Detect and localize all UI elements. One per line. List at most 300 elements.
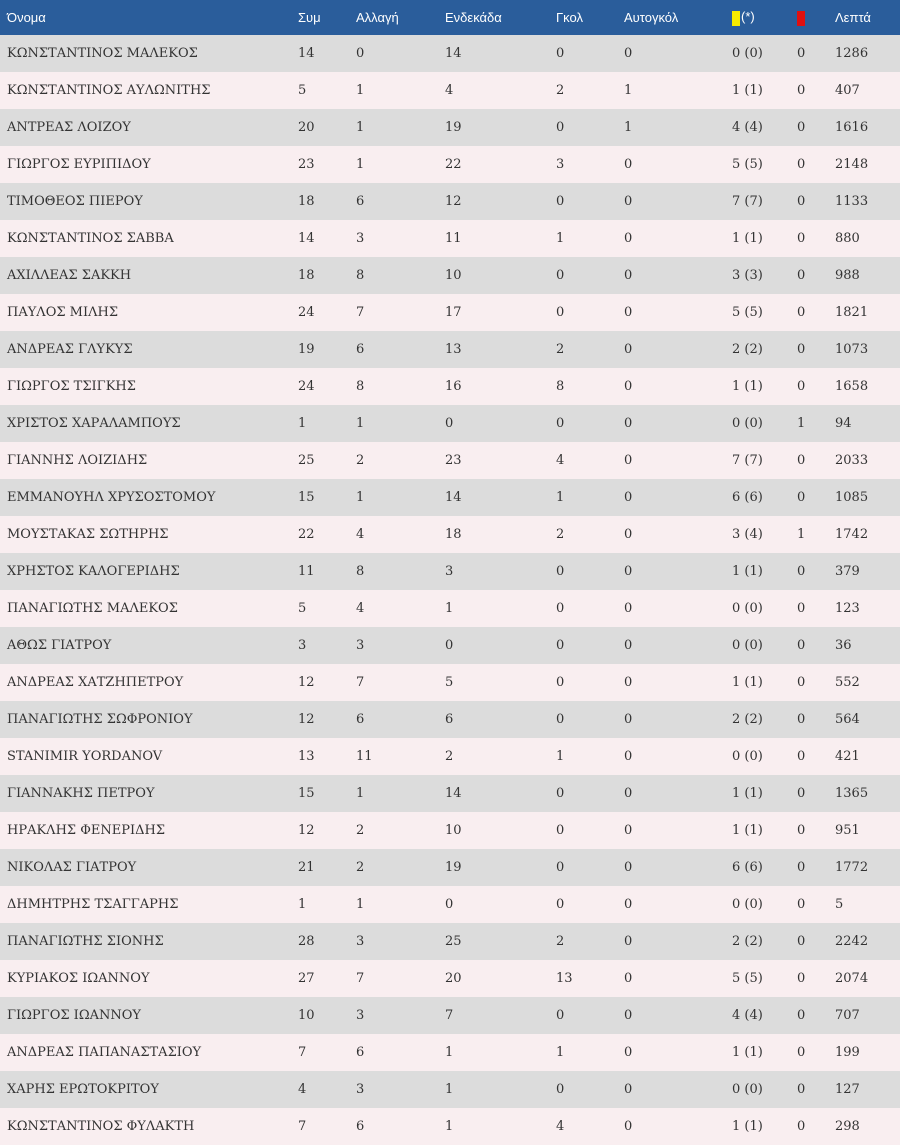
cell-apps: 19 <box>298 342 315 357</box>
cell-name: ΓΙΑΝΝΑΚΗΣ ΠΕΤΡΟΥ <box>7 786 155 801</box>
column-header-own-goals[interactable]: Αυτογκόλ <box>624 10 679 25</box>
cell-minutes: 1616 <box>835 120 869 135</box>
cell-starts: 19 <box>445 860 462 875</box>
cell-goals: 1 <box>556 1045 565 1060</box>
cell-name: ΑΝΔΡΕΑΣ ΠΑΠΑΝΑΣΤΑΣΙΟΥ <box>7 1045 202 1060</box>
cell-red: 0 <box>797 860 806 875</box>
cell-apps: 1 <box>298 416 307 431</box>
cell-starts: 0 <box>445 638 454 653</box>
cell-name: ΓΙΩΡΓΟΣ ΙΩΑΝΝΟΥ <box>7 1008 141 1023</box>
cell-minutes: 199 <box>835 1045 860 1060</box>
cell-name: ΚΥΡΙΑΚΟΣ ΙΩΑΝΝΟΥ <box>7 971 150 986</box>
cell-red: 0 <box>797 786 806 801</box>
cell-goals: 0 <box>556 786 565 801</box>
cell-apps: 15 <box>298 786 315 801</box>
cell-goals: 0 <box>556 46 565 61</box>
cell-minutes: 2242 <box>835 934 869 949</box>
cell-name: ΚΩΝΣΤΑΝΤΙΝΟΣ ΣΑΒΒΑ <box>7 231 174 246</box>
cell-name: ΑΝΤΡΕΑΣ ΛΟΙΖΟΥ <box>7 120 131 135</box>
table-row <box>0 960 900 997</box>
cell-starts: 23 <box>445 453 462 468</box>
table-row <box>0 923 900 960</box>
cell-minutes: 123 <box>835 601 860 616</box>
cell-starts: 16 <box>445 379 462 394</box>
table-row <box>0 590 900 627</box>
cell-sub: 2 <box>356 860 365 875</box>
cell-yellow: 5 (5) <box>732 305 763 320</box>
table-row <box>0 220 900 257</box>
cell-sub: 1 <box>356 120 365 135</box>
cell-goals: 0 <box>556 1008 565 1023</box>
cell-sub: 3 <box>356 1008 365 1023</box>
cell-goals: 0 <box>556 675 565 690</box>
cell-red: 0 <box>797 971 806 986</box>
cell-starts: 4 <box>445 83 454 98</box>
table-row <box>0 442 900 479</box>
cell-own-goals: 0 <box>624 638 633 653</box>
cell-sub: 3 <box>356 638 365 653</box>
cell-yellow: 0 (0) <box>732 601 763 616</box>
cell-name: ΠΑΥΛΟΣ ΜΙΛΗΣ <box>7 305 119 320</box>
cell-starts: 7 <box>445 1008 454 1023</box>
cell-apps: 15 <box>298 490 315 505</box>
cell-apps: 4 <box>298 1082 307 1097</box>
cell-minutes: 707 <box>835 1008 860 1023</box>
cell-own-goals: 0 <box>624 897 633 912</box>
cell-yellow: 0 (0) <box>732 897 763 912</box>
cell-starts: 19 <box>445 120 462 135</box>
cell-red: 0 <box>797 231 806 246</box>
cell-name: ΠΑΝΑΓΙΩΤΗΣ ΣΩΦΡΟΝΙΟΥ <box>7 712 193 727</box>
cell-own-goals: 0 <box>624 1119 633 1134</box>
cell-red: 0 <box>797 1119 806 1134</box>
cell-red: 0 <box>797 453 806 468</box>
cell-goals: 0 <box>556 1082 565 1097</box>
cell-apps: 14 <box>298 46 315 61</box>
cell-name: ΓΙΩΡΓΟΣ ΤΣΙΓΚΗΣ <box>7 379 136 394</box>
cell-apps: 10 <box>298 1008 315 1023</box>
cell-yellow: 2 (2) <box>732 342 763 357</box>
table-header-row <box>0 0 900 35</box>
cell-minutes: 421 <box>835 749 860 764</box>
cell-name: ΓΙΑΝΝΗΣ ΛΟΙΖΙΔΗΣ <box>7 453 148 468</box>
cell-apps: 12 <box>298 712 315 727</box>
table-row <box>0 1108 900 1145</box>
table-row <box>0 1071 900 1108</box>
cell-yellow: 7 (7) <box>732 194 763 209</box>
cell-apps: 27 <box>298 971 315 986</box>
cell-starts: 17 <box>445 305 462 320</box>
cell-minutes: 36 <box>835 638 852 653</box>
table-row <box>0 775 900 812</box>
cell-own-goals: 1 <box>624 120 633 135</box>
cell-sub: 3 <box>356 231 365 246</box>
cell-starts: 12 <box>445 194 462 209</box>
table-row <box>0 886 900 923</box>
cell-yellow: 5 (5) <box>732 157 763 172</box>
cell-apps: 25 <box>298 453 315 468</box>
cell-own-goals: 0 <box>624 268 633 283</box>
cell-name: ΚΩΝΣΤΑΝΤΙΝΟΣ ΑΥΛΩΝΙΤΗΣ <box>7 83 211 98</box>
cell-apps: 23 <box>298 157 315 172</box>
cell-starts: 10 <box>445 268 462 283</box>
cell-goals: 0 <box>556 268 565 283</box>
cell-sub: 1 <box>356 897 365 912</box>
cell-apps: 1 <box>298 897 307 912</box>
cell-apps: 7 <box>298 1045 307 1060</box>
cell-yellow: 1 (1) <box>732 675 763 690</box>
cell-apps: 7 <box>298 1119 307 1134</box>
cell-own-goals: 1 <box>624 83 633 98</box>
cell-own-goals: 0 <box>624 1008 633 1023</box>
cell-goals: 0 <box>556 564 565 579</box>
column-header-starts[interactable]: Ενδεκάδα <box>445 10 502 25</box>
cell-apps: 24 <box>298 305 315 320</box>
cell-starts: 20 <box>445 971 462 986</box>
table-row <box>0 331 900 368</box>
cell-red: 0 <box>797 1045 806 1060</box>
cell-red: 1 <box>797 416 806 431</box>
table-row <box>0 812 900 849</box>
cell-yellow: 1 (1) <box>732 564 763 579</box>
cell-yellow: 1 (1) <box>732 231 763 246</box>
cell-starts: 14 <box>445 490 462 505</box>
cell-own-goals: 0 <box>624 527 633 542</box>
yellow-card-icon <box>732 11 740 26</box>
cell-goals: 1 <box>556 749 565 764</box>
cell-sub: 6 <box>356 1045 365 1060</box>
cell-sub: 8 <box>356 379 365 394</box>
cell-name: ΚΩΝΣΤΑΝΤΙΝΟΣ ΦΥΛΑΚΤΗ <box>7 1119 195 1134</box>
cell-own-goals: 0 <box>624 564 633 579</box>
cell-yellow: 3 (3) <box>732 268 763 283</box>
cell-red: 0 <box>797 268 806 283</box>
cell-yellow: 0 (0) <box>732 416 763 431</box>
yellow-header-label: (*) <box>741 9 755 25</box>
table-row <box>0 479 900 516</box>
column-header-sub[interactable]: Αλλαγή <box>356 10 399 25</box>
cell-own-goals: 0 <box>624 194 633 209</box>
cell-yellow: 6 (6) <box>732 860 763 875</box>
cell-sub: 1 <box>356 786 365 801</box>
table-row <box>0 849 900 886</box>
cell-starts: 2 <box>445 749 454 764</box>
cell-starts: 14 <box>445 46 462 61</box>
cell-goals: 0 <box>556 897 565 912</box>
cell-own-goals: 0 <box>624 379 633 394</box>
cell-yellow: 4 (4) <box>732 120 763 135</box>
cell-own-goals: 0 <box>624 1045 633 1060</box>
cell-goals: 0 <box>556 638 565 653</box>
cell-starts: 11 <box>445 231 462 246</box>
cell-yellow: 1 (1) <box>732 379 763 394</box>
cell-goals: 4 <box>556 1119 565 1134</box>
cell-red: 0 <box>797 490 806 505</box>
cell-minutes: 1658 <box>835 379 869 394</box>
cell-goals: 0 <box>556 823 565 838</box>
cell-goals: 2 <box>556 934 565 949</box>
cell-minutes: 407 <box>835 83 860 98</box>
cell-name: ΠΑΝΑΓΙΩΤΗΣ ΜΑΛΕΚΟΣ <box>7 601 178 616</box>
cell-red: 0 <box>797 342 806 357</box>
cell-sub: 7 <box>356 971 365 986</box>
cell-red: 0 <box>797 564 806 579</box>
cell-apps: 22 <box>298 527 315 542</box>
cell-red: 0 <box>797 675 806 690</box>
cell-sub: 1 <box>356 416 365 431</box>
cell-red: 0 <box>797 601 806 616</box>
cell-sub: 0 <box>356 46 365 61</box>
cell-yellow: 2 (2) <box>732 712 763 727</box>
cell-red: 0 <box>797 379 806 394</box>
cell-starts: 22 <box>445 157 462 172</box>
cell-sub: 1 <box>356 83 365 98</box>
cell-name: ΚΩΝΣΤΑΝΤΙΝΟΣ ΜΑΛΕΚΟΣ <box>7 46 198 61</box>
cell-minutes: 1133 <box>835 194 869 209</box>
cell-name: ΑΝΔΡΕΑΣ ΓΛΥΚΥΣ <box>7 342 133 357</box>
cell-apps: 13 <box>298 749 315 764</box>
cell-starts: 13 <box>445 342 462 357</box>
cell-sub: 6 <box>356 194 365 209</box>
cell-minutes: 5 <box>835 897 844 912</box>
cell-goals: 2 <box>556 342 565 357</box>
table-row <box>0 553 900 590</box>
cell-goals: 0 <box>556 601 565 616</box>
cell-sub: 6 <box>356 712 365 727</box>
cell-sub: 4 <box>356 601 365 616</box>
cell-sub: 11 <box>356 749 373 764</box>
cell-own-goals: 0 <box>624 749 633 764</box>
cell-minutes: 1821 <box>835 305 869 320</box>
cell-name: ΝΙΚΟΛΑΣ ΓΙΑΤΡΟΥ <box>7 860 137 875</box>
cell-starts: 0 <box>445 416 454 431</box>
table-row <box>0 146 900 183</box>
cell-minutes: 880 <box>835 231 860 246</box>
table-row <box>0 257 900 294</box>
cell-goals: 0 <box>556 120 565 135</box>
cell-own-goals: 0 <box>624 823 633 838</box>
cell-yellow: 0 (0) <box>732 749 763 764</box>
cell-starts: 1 <box>445 1119 454 1134</box>
cell-minutes: 94 <box>835 416 852 431</box>
cell-starts: 3 <box>445 564 454 579</box>
cell-own-goals: 0 <box>624 305 633 320</box>
cell-name: STANIMIR YORDANOV <box>7 749 163 764</box>
cell-minutes: 298 <box>835 1119 860 1134</box>
cell-name: ΔΗΜΗΤΡΗΣ ΤΣΑΓΓΑΡΗΣ <box>7 897 179 912</box>
cell-own-goals: 0 <box>624 860 633 875</box>
cell-goals: 13 <box>556 971 573 986</box>
cell-apps: 11 <box>298 564 315 579</box>
cell-yellow: 0 (0) <box>732 46 763 61</box>
cell-minutes: 1085 <box>835 490 869 505</box>
table-row <box>0 516 900 553</box>
cell-own-goals: 0 <box>624 712 633 727</box>
cell-red: 0 <box>797 46 806 61</box>
column-header-name[interactable]: Όνομα <box>7 10 46 25</box>
table-row <box>0 701 900 738</box>
cell-starts: 25 <box>445 934 462 949</box>
cell-starts: 6 <box>445 712 454 727</box>
cell-name: ΓΙΩΡΓΟΣ ΕΥΡΙΠΙΔΟΥ <box>7 157 151 172</box>
table-row <box>0 664 900 701</box>
table-row <box>0 405 900 442</box>
cell-red: 0 <box>797 120 806 135</box>
cell-minutes: 2033 <box>835 453 869 468</box>
cell-minutes: 1073 <box>835 342 869 357</box>
cell-goals: 0 <box>556 712 565 727</box>
cell-own-goals: 0 <box>624 490 633 505</box>
cell-goals: 0 <box>556 860 565 875</box>
column-header-red[interactable] <box>797 0 835 35</box>
cell-red: 0 <box>797 1082 806 1097</box>
cell-yellow: 1 (1) <box>732 786 763 801</box>
cell-red: 0 <box>797 934 806 949</box>
cell-sub: 4 <box>356 527 365 542</box>
cell-starts: 5 <box>445 675 454 690</box>
cell-yellow: 7 (7) <box>732 453 763 468</box>
table-row <box>0 368 900 405</box>
cell-yellow: 5 (5) <box>732 971 763 986</box>
cell-apps: 12 <box>298 823 315 838</box>
cell-own-goals: 0 <box>624 1082 633 1097</box>
table-row <box>0 1034 900 1071</box>
cell-yellow: 3 (4) <box>732 527 763 542</box>
cell-red: 0 <box>797 1008 806 1023</box>
column-header-goals[interactable]: Γκολ <box>556 10 583 25</box>
cell-minutes: 1365 <box>835 786 869 801</box>
cell-minutes: 1772 <box>835 860 869 875</box>
table-row <box>0 109 900 146</box>
cell-goals: 3 <box>556 157 565 172</box>
cell-apps: 24 <box>298 379 315 394</box>
cell-starts: 1 <box>445 1082 454 1097</box>
cell-goals: 2 <box>556 527 565 542</box>
table-row <box>0 627 900 664</box>
cell-minutes: 988 <box>835 268 860 283</box>
cell-goals: 8 <box>556 379 565 394</box>
cell-starts: 18 <box>445 527 462 542</box>
cell-apps: 12 <box>298 675 315 690</box>
cell-name: ΠΑΝΑΓΙΩΤΗΣ ΣΙΟΝΗΣ <box>7 934 164 949</box>
cell-starts: 1 <box>445 601 454 616</box>
cell-name: ΧΑΡΗΣ ΕΡΩΤΟΚΡΙΤΟΥ <box>7 1082 159 1097</box>
cell-yellow: 0 (0) <box>732 638 763 653</box>
cell-apps: 14 <box>298 231 315 246</box>
cell-name: ΜΟΥΣΤΑΚΑΣ ΣΩΤΗΡΗΣ <box>7 527 169 542</box>
cell-sub: 2 <box>356 823 365 838</box>
cell-name: ΑΧΙΛΛΕΑΣ ΣΑΚΚΗ <box>7 268 132 283</box>
cell-minutes: 127 <box>835 1082 860 1097</box>
cell-red: 0 <box>797 638 806 653</box>
cell-own-goals: 0 <box>624 231 633 246</box>
cell-own-goals: 0 <box>624 934 633 949</box>
cell-own-goals: 0 <box>624 971 633 986</box>
cell-yellow: 6 (6) <box>732 490 763 505</box>
cell-name: ΧΡΗΣΤΟΣ ΚΑΛΟΓΕΡΙΔΗΣ <box>7 564 180 579</box>
cell-apps: 20 <box>298 120 315 135</box>
cell-own-goals: 0 <box>624 601 633 616</box>
cell-red: 0 <box>797 83 806 98</box>
cell-sub: 6 <box>356 342 365 357</box>
cell-sub: 3 <box>356 1082 365 1097</box>
table-row <box>0 294 900 331</box>
cell-own-goals: 0 <box>624 157 633 172</box>
table-row <box>0 738 900 775</box>
cell-red: 0 <box>797 305 806 320</box>
red-card-icon <box>797 11 805 26</box>
cell-red: 0 <box>797 823 806 838</box>
cell-name: ΤΙΜΟΘΕΟΣ ΠΙΕΡΟΥ <box>7 194 143 209</box>
cell-apps: 28 <box>298 934 315 949</box>
table-row <box>0 72 900 109</box>
column-header-yellow[interactable] <box>732 0 797 35</box>
column-header-minutes[interactable]: Λεπτά <box>835 10 871 25</box>
cell-apps: 3 <box>298 638 307 653</box>
cell-yellow: 1 (1) <box>732 1045 763 1060</box>
cell-apps: 5 <box>298 601 307 616</box>
table-row <box>0 35 900 72</box>
cell-goals: 0 <box>556 305 565 320</box>
cell-sub: 3 <box>356 934 365 949</box>
cell-yellow: 4 (4) <box>732 1008 763 1023</box>
cell-sub: 2 <box>356 453 365 468</box>
cell-minutes: 2148 <box>835 157 869 172</box>
cell-minutes: 564 <box>835 712 860 727</box>
cell-own-goals: 0 <box>624 416 633 431</box>
cell-apps: 5 <box>298 83 307 98</box>
cell-yellow: 1 (1) <box>732 1119 763 1134</box>
table-row <box>0 997 900 1034</box>
cell-yellow: 1 (1) <box>732 823 763 838</box>
cell-goals: 0 <box>556 194 565 209</box>
cell-yellow: 1 (1) <box>732 83 763 98</box>
cell-starts: 1 <box>445 1045 454 1060</box>
cell-minutes: 2074 <box>835 971 869 986</box>
cell-own-goals: 0 <box>624 46 633 61</box>
cell-apps: 18 <box>298 194 315 209</box>
cell-goals: 0 <box>556 416 565 431</box>
cell-red: 1 <box>797 527 806 542</box>
cell-name: ΕΜΜΑΝΟΥΗΛ ΧΡΥΣΟΣΤΟΜΟΥ <box>7 490 216 505</box>
cell-apps: 18 <box>298 268 315 283</box>
cell-sub: 8 <box>356 564 365 579</box>
cell-minutes: 1742 <box>835 527 869 542</box>
cell-minutes: 951 <box>835 823 860 838</box>
cell-goals: 1 <box>556 231 565 246</box>
cell-goals: 4 <box>556 453 565 468</box>
cell-name: ΑΝΔΡΕΑΣ ΧΑΤΖΗΠΕΤΡΟΥ <box>7 675 184 690</box>
cell-minutes: 1286 <box>835 46 869 61</box>
cell-sub: 6 <box>356 1119 365 1134</box>
cell-sub: 8 <box>356 268 365 283</box>
cell-own-goals: 0 <box>624 786 633 801</box>
cell-goals: 1 <box>556 490 565 505</box>
table-row <box>0 183 900 220</box>
cell-minutes: 552 <box>835 675 860 690</box>
cell-sub: 1 <box>356 157 365 172</box>
cell-sub: 7 <box>356 675 365 690</box>
cell-goals: 2 <box>556 83 565 98</box>
column-header-apps[interactable]: Συμ <box>298 10 321 25</box>
cell-own-goals: 0 <box>624 342 633 357</box>
cell-starts: 14 <box>445 786 462 801</box>
cell-name: ΧΡΙΣΤΟΣ ΧΑΡΑΛΑΜΠΟΥΣ <box>7 416 181 431</box>
cell-own-goals: 0 <box>624 453 633 468</box>
cell-apps: 21 <box>298 860 315 875</box>
cell-starts: 10 <box>445 823 462 838</box>
cell-name: ΗΡΑΚΛΗΣ ΦΕΝΕΡΙΔΗΣ <box>7 823 166 838</box>
